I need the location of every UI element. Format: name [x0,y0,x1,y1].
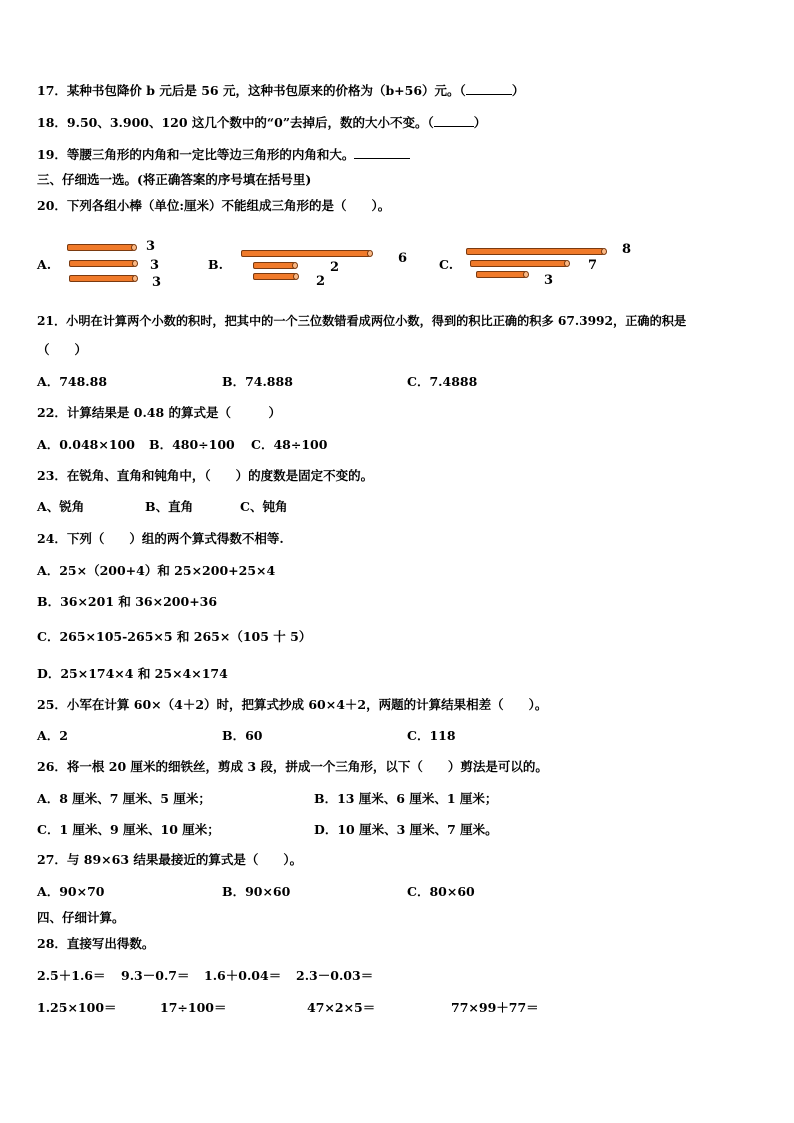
section-4-heading: 四、仔细计算。 [37,910,125,925]
stick-length: 3 [146,239,156,254]
stick-length: 3 [544,273,554,288]
stick [470,260,567,267]
question-20-text: 20．下列各组小棒（单位:厘米）不能组成三角形的是（ ）。 [37,198,391,213]
calc-item: 77×99＋77＝ [451,1000,539,1015]
question-19 [37,147,410,163]
option-a[interactable]: A．748.88 [37,374,108,389]
option-a[interactable]: A．90×70 [37,884,105,899]
stick-length: 3 [150,258,160,273]
stick-length: 3 [152,275,162,290]
stick-length: 6 [398,251,408,266]
question-18 [37,115,486,131]
option-b[interactable]: B、直角 [145,499,194,514]
answer-blank[interactable] [466,83,512,95]
calc-item: 1.25×100＝ [37,1000,117,1015]
option-d[interactable]: D．25×174×4 和 25×4×174 [37,666,228,681]
question-21-paren: （ ） [37,342,88,357]
question-18-close: ） [473,115,487,130]
question-19-text: 19．等腰三角形的内角和一定比等边三角形的内角和大。 [37,147,355,162]
option-d[interactable]: D．10 厘米、3 厘米、7 厘米。 [314,822,498,837]
calc-item: 9.3－0.7＝ [121,968,190,983]
option-b[interactable]: B．90×60 [222,884,291,899]
stick [69,275,135,282]
calc-item: 2.3－0.03＝ [296,968,374,983]
stick-group-label: C. [439,257,454,272]
option-a[interactable]: A．0.048×100 [37,437,135,452]
option-c[interactable]: C．80×60 [407,884,475,899]
answer-blank[interactable] [434,115,474,127]
stick-length: 8 [622,242,632,257]
option-b[interactable]: B．60 [222,728,263,743]
option-b[interactable]: B．480÷100 [149,437,235,452]
option-a[interactable]: A、锐角 [37,499,85,514]
question-23-text: 23．在锐角、直角和钝角中，（ ）的度数是固定不变的。 [37,468,374,483]
stick [476,271,526,278]
option-c[interactable]: C、钝角 [240,499,288,514]
stick-length: 2 [330,260,340,275]
question-17-text: 17．某种书包降价 b 元后是 56 元，这种书包原来的价格为（b+56）元。（ [37,83,466,98]
question-21-text: 21．小明在计算两个小数的积时，把其中的一个三位数错看成两位小数，得到的积比正确的积多 67.3992，正确的积是 [37,314,687,328]
option-b[interactable]: B．36×201 和 36×200+36 [37,594,218,609]
question-26-text: 26．将一根 20 厘米的细铁丝，剪成 3 段，拼成一个三角形，以下（ ）剪法是可以的。 [37,759,548,774]
calc-item: 47×2×5＝ [307,1000,376,1015]
option-b[interactable]: B．74.888 [222,374,293,389]
option-c[interactable]: C．118 [407,728,456,743]
stick [69,260,135,267]
section-3-heading: 三、仔细选一选。(将正确答案的序号填在括号里) [37,172,312,187]
stick [241,250,370,257]
calc-item: 17÷100＝ [160,1000,227,1015]
option-c[interactable]: C．265×105-265×5 和 265×（105 十 5） [37,629,312,644]
option-c[interactable]: C．48÷100 [251,437,328,452]
question-18-text: 18．9.50、3.900、120 这几个数中的“0”去掉后，数的大小不变。（ [37,115,434,130]
calc-item: 2.5＋1.6＝ [37,968,106,983]
stick [253,262,295,269]
question-25-text: 25．小军在计算 60×（4＋2）时，把算式抄成 60×4＋2，两题的计算结果相差（ ）。 [37,697,548,712]
option-c[interactable]: C．1 厘米、9 厘米、10 厘米； [37,822,220,837]
answer-blank[interactable] [354,147,410,159]
stick-group-label: B. [208,257,223,272]
option-a[interactable]: A．8 厘米、7 厘米、5 厘米； [37,791,211,806]
option-a[interactable]: A．25×（200+4）和 25×200+25×4 [37,563,276,578]
question-24-text: 24．下列（ ）组的两个算式得数不相等. [37,531,284,546]
question-28-text: 28．直接写出得数。 [37,936,155,951]
question-27-text: 27．与 89×63 结果最接近的算式是（ ）。 [37,852,303,867]
stick [67,244,134,251]
option-b[interactable]: B．13 厘米、6 厘米、1 厘米； [314,791,498,806]
question-17-close: ） [511,83,525,98]
stick [466,248,604,255]
stick-length: 2 [316,274,326,289]
stick [253,273,296,280]
calc-item: 1.6＋0.04＝ [204,968,282,983]
stick-group-label: A. [37,257,52,272]
option-c[interactable]: C．7.4888 [407,374,478,389]
option-a[interactable]: A．2 [37,728,68,743]
question-17 [37,83,524,99]
stick-length: 7 [588,258,598,273]
question-22-text: 22．计算结果是 0.48 的算式是（ ） [37,405,282,420]
